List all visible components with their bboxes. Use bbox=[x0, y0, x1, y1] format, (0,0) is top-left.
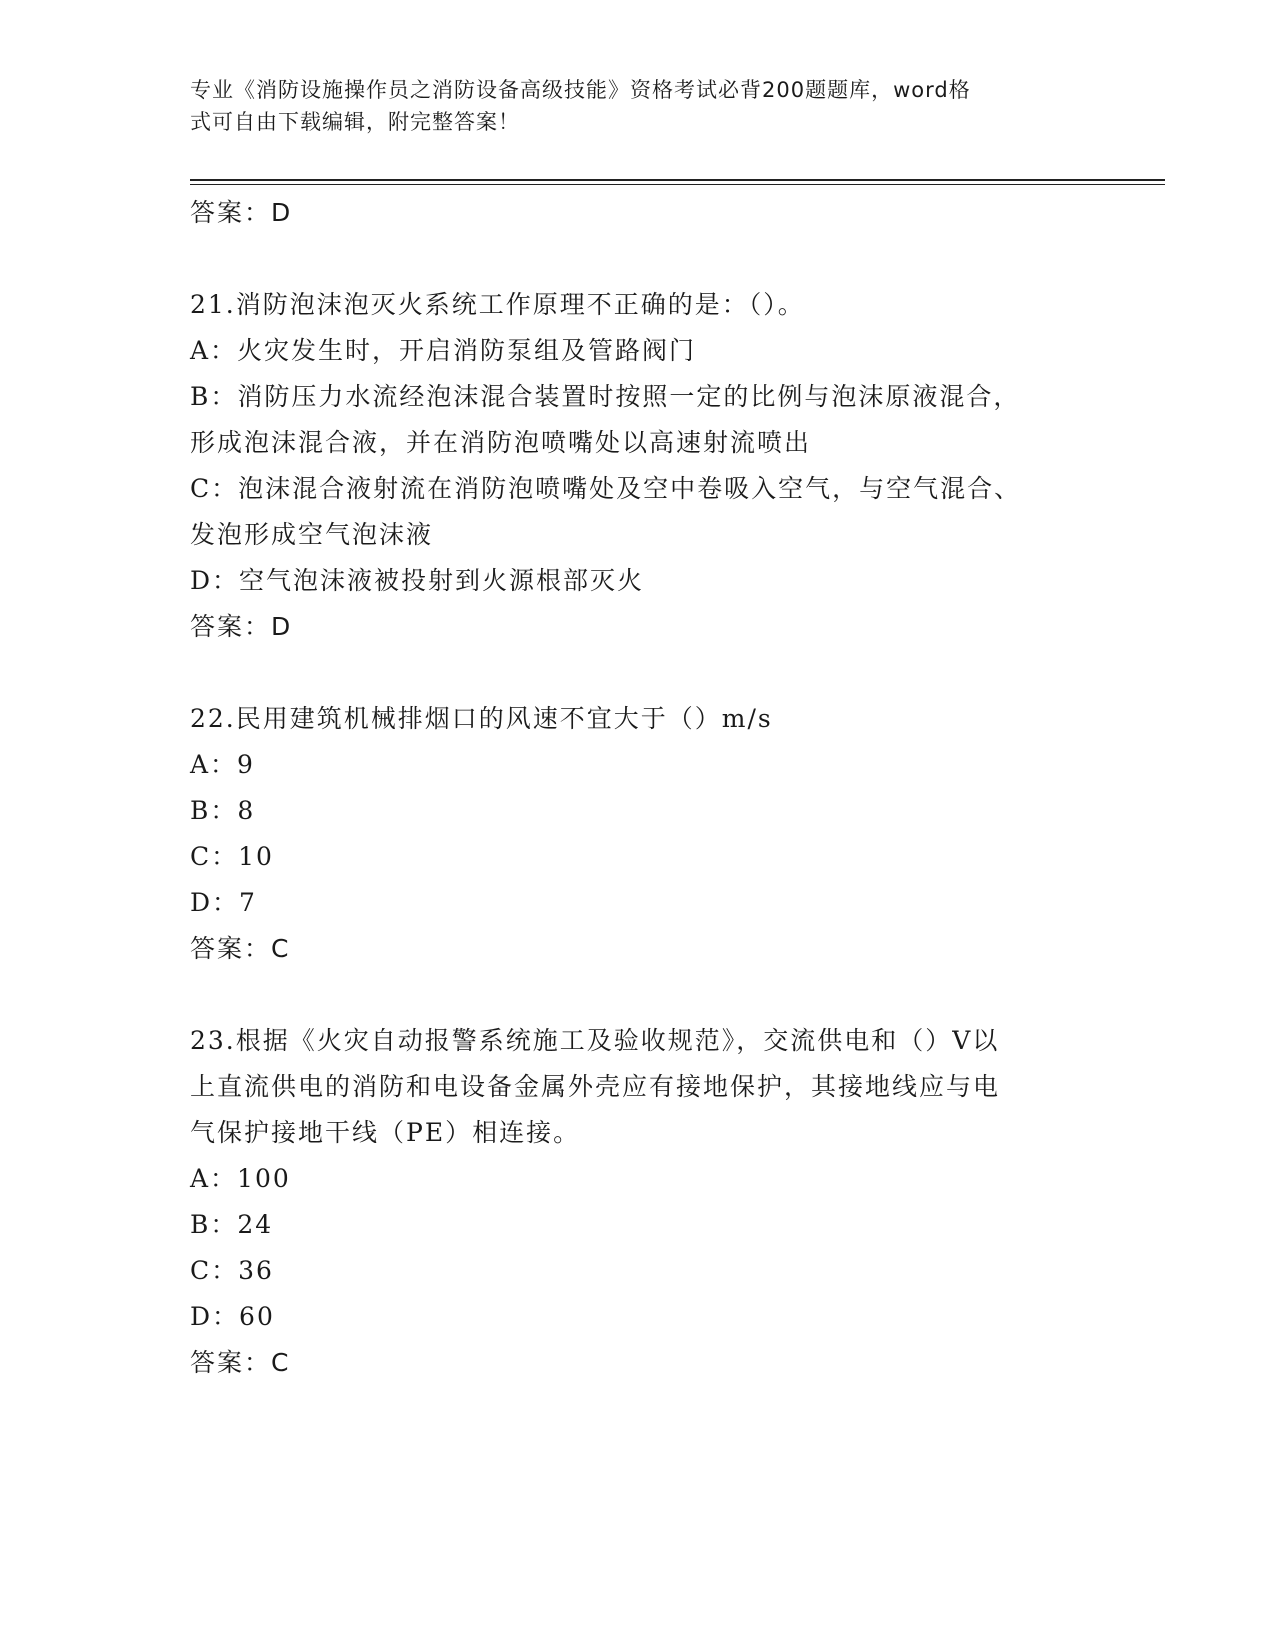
header-divider-thin bbox=[190, 184, 1165, 185]
question-stem-cont: 气保护接地干线（PE）相连接。 bbox=[190, 1118, 581, 1147]
question-23 bbox=[190, 1018, 1090, 1386]
document-header bbox=[190, 74, 1070, 138]
question-22 bbox=[190, 696, 1090, 972]
option-b: B：24 bbox=[190, 1210, 274, 1239]
option-b: B：8 bbox=[190, 796, 256, 825]
option-a: A：100 bbox=[190, 1164, 291, 1193]
answer-line: 答案：C bbox=[190, 1348, 291, 1377]
question-stem: 22.民用建筑机械排烟口的风速不宜大于（）m/s bbox=[190, 704, 773, 733]
answer-line: 答案：C bbox=[190, 934, 291, 963]
option-c: C：10 bbox=[190, 842, 274, 871]
header-line: 式可自由下载编辑，附完整答案！ bbox=[190, 110, 520, 134]
option-a: A：9 bbox=[190, 750, 255, 779]
option-d: D：7 bbox=[190, 888, 257, 917]
header-line: 专业《消防设施操作员之消防设备高级技能》资格考试必背200题题库，word格 bbox=[190, 78, 971, 102]
question-21 bbox=[190, 282, 1090, 650]
answer-line: 答案：D bbox=[190, 198, 293, 227]
question-list bbox=[190, 190, 1090, 1386]
option-c-cont: 发泡形成空气泡沫液 bbox=[190, 520, 434, 549]
option-c: C：泡沫混合液射流在消防泡喷嘴处及空中卷吸入空气，与空气混合、 bbox=[190, 474, 1022, 503]
option-a: A：火灾发生时，开启消防泵组及管路阀门 bbox=[190, 336, 697, 365]
question-stem: 23.根据《火灾自动报警系统施工及验收规范》，交流供电和（）V以 bbox=[190, 1026, 1000, 1055]
option-d: D：空气泡沫液被投射到火源根部灭火 bbox=[190, 566, 645, 595]
option-c: C：36 bbox=[190, 1256, 274, 1285]
spacer bbox=[190, 972, 1090, 1018]
answer-line: 答案：D bbox=[190, 612, 293, 641]
option-b: B：消防压力水流经泡沫混合装置时按照一定的比例与泡沫原液混合， bbox=[190, 382, 1021, 411]
question-stem: 21.消防泡沫泡灭火系统工作原理不正确的是：（）。 bbox=[190, 290, 805, 319]
spacer bbox=[190, 650, 1090, 696]
option-d: D：60 bbox=[190, 1302, 275, 1331]
question-stem-cont: 上直流供电的消防和电设备金属外壳应有接地保护，其接地线应与电 bbox=[190, 1072, 1001, 1101]
option-b-cont: 形成泡沫混合液，并在消防泡喷嘴处以高速射流喷出 bbox=[190, 428, 812, 457]
spacer bbox=[190, 236, 1090, 282]
header-divider bbox=[190, 179, 1165, 181]
